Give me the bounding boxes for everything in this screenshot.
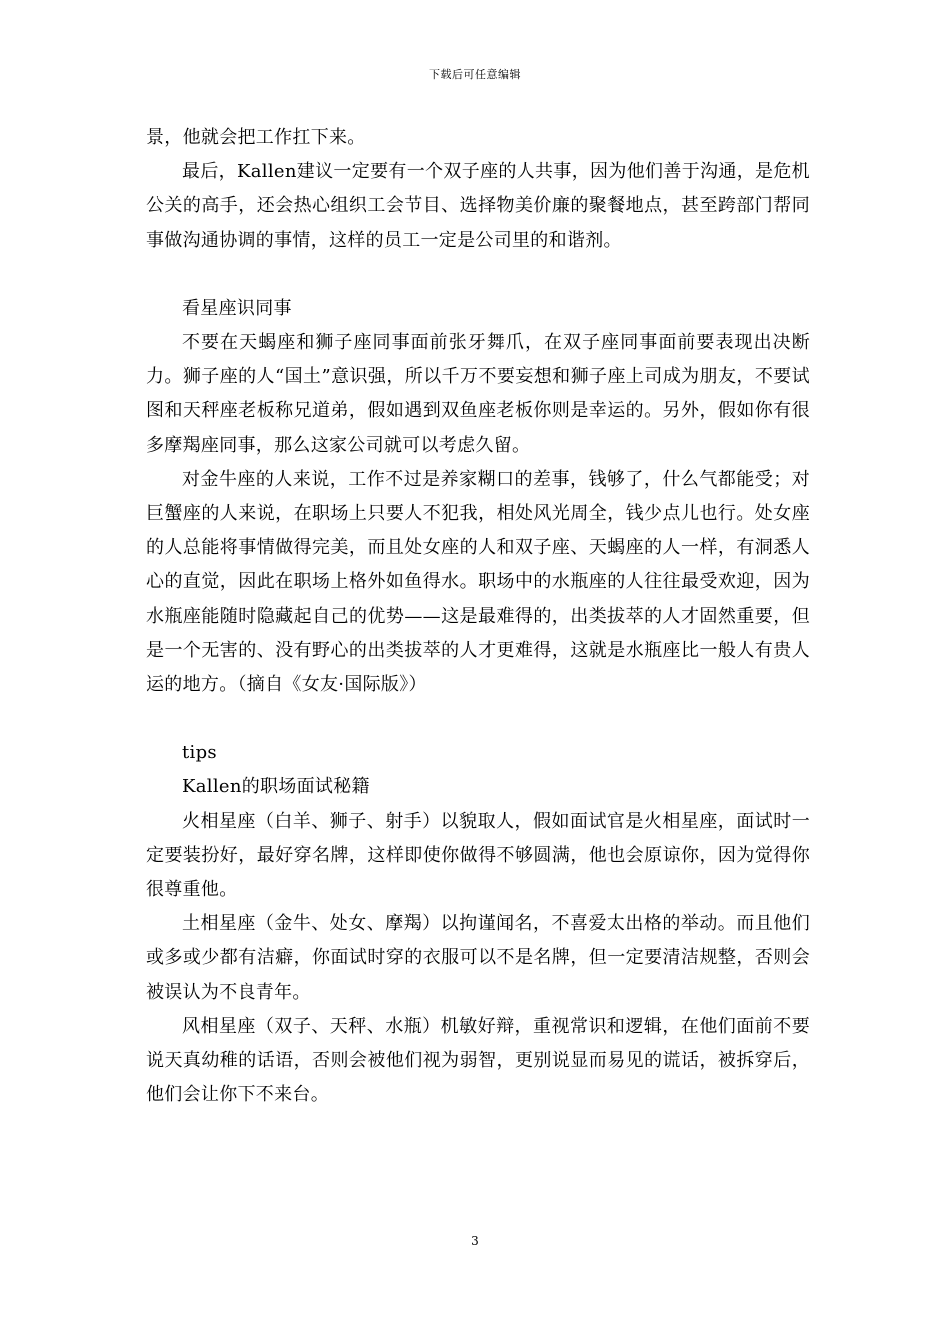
blank-line [146,702,810,736]
document-body [146,121,810,1112]
section-label-tips: tips [182,742,217,764]
paragraph-fire-signs: 火相星座（白羊、狮子、射手）以貌取人，假如面试官是火相星座，面试时一定要装扮好，最好穿名牌，这样即使你做得不够圆满，他也会原谅你，因为觉得你很尊重他。 [146,810,810,901]
blank-line [146,258,810,292]
paragraph-colleagues-2: 对金牛座的人来说，工作不过是养家糊口的差事，钱够了，什么气都能受；对巨蟹座的人来说，在职场上只要人不犯我，相处风光周全，钱少点儿也行。处女座的人总能将事情做得完美，而且处女座的人和双子座、天蝎座的人一样，有洞悉人心的直觉，因此在职场上格外如鱼得水。职场中的水瓶座的人往往最受欢迎，因为水瓶座能随时隐藏起自己的优势——这是最难得的，出类拔萃的人才固然重要，但是一个无害的、没有野心的出类拔萃的人才更难得，这就是水瓶座比一般人有贵人运的地方。（摘自《女友·国际版》） [146,468,810,696]
page-header: 下载后可任意编辑 [429,68,521,81]
page-number: 3 [471,1234,479,1248]
paragraph-continuation: 景，他就会把工作扛下来。 [146,127,366,148]
paragraph-air-signs: 风相星座（双子、天秤、水瓶）机敏好辩，重视常识和逻辑，在他们面前不要说天真幼稚的话语，否则会被他们视为弱智，更别说显而易见的谎话，被拆穿后，他们会让你下不来台。 [146,1015,810,1106]
paragraph-earth-signs: 土相星座（金牛、处女、摩羯）以拘谨闻名，不喜爱太出格的举动。而且他们或多或少都有洁癖，你面试时穿的衣服可以不是名牌，但一定要清洁规整，否则会被误认为不良青年。 [146,913,810,1003]
section-heading-colleagues: 看星座识同事 [182,297,292,319]
paragraph-gemini-advice: 最后，Kallen建议一定要有一个双子座的人共事，因为他们善于沟通，是危机公关的高手，还会热心组织工会节目、选择物美价廉的聚餐地点，甚至跨部门帮同事做沟通协调的事情，这样的员工一定是公司里的和谐剂。 [146,161,810,251]
section-heading-interview: Kallen的职场面试秘籍 [182,776,370,798]
paragraph-colleagues-1: 不要在天蝎座和狮子座同事面前张牙舞爪，在双子座同事面前要表现出决断力。狮子座的人“国土”意识强，所以千万不要妄想和狮子座上司成为朋友，不要试图和天秤座老板称兄道弟，假如遇到双鱼座老板你则是幸运的。另外，假如你有很多摩羯座同事，那么这家公司就可以考虑久留。 [146,332,810,456]
